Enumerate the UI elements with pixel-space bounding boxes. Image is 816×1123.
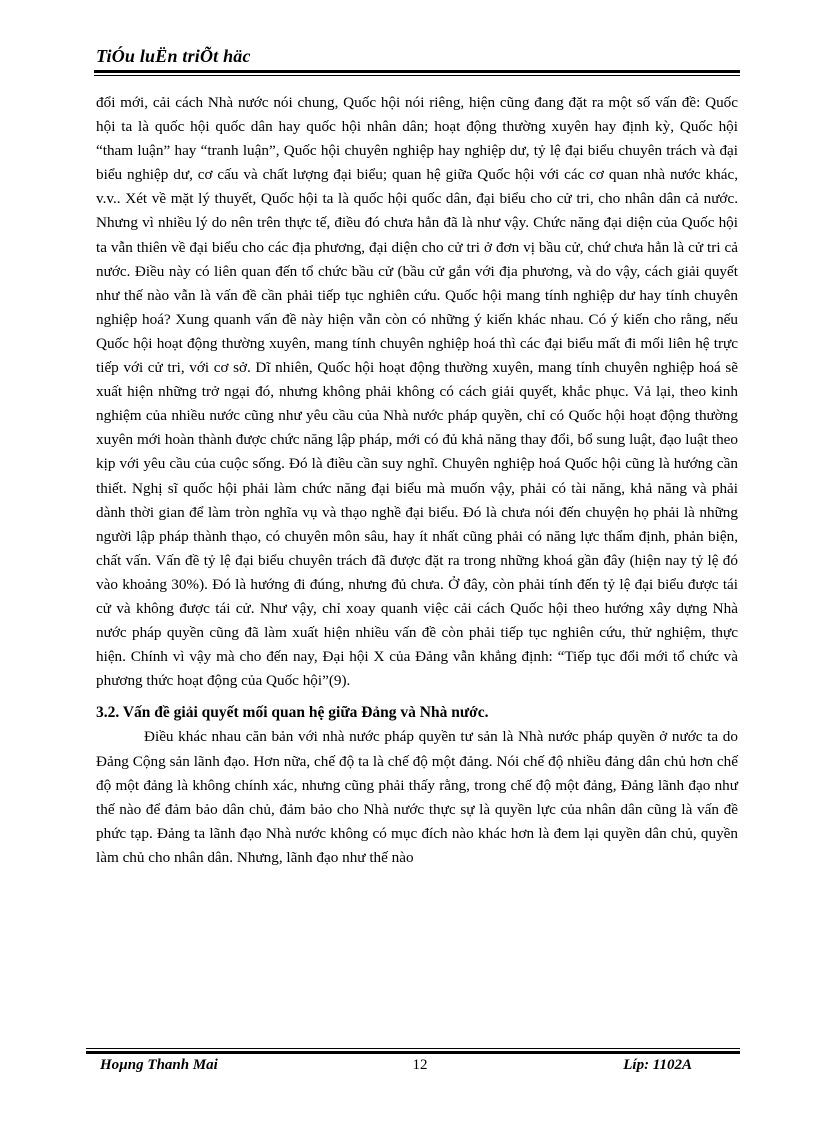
body-paragraph-2: Điều khác nhau căn bản với nhà nước pháp quyền tư sản là Nhà nước pháp quyền ở nước ta do Đảng Cộng sản lãnh đạo. Hơn nữa, chế độ ta là chế độ một đảng. Nói chế độ nhiều đảng dân chủ hơn chế độ một đảng là không chính xác, nhưng cũng phải thấy rằng, trong chế độ một đảng, Đảng lãnh đạo như thế nào để đảm bảo dân chủ, đảm bảo cho Nhà nước thực sự là quyền lực của nhân dân cũng là vấn đề phức tạp. Đảng ta lãnh đạo Nhà nước không có mục đích nào khác hơn là đem lại quyền dân chủ, quyền làm chủ cho nhân dân. Nhưng, lãnh đạo như thế nào	[96, 728, 738, 866]
footer-rule-thick	[86, 1051, 740, 1054]
page-header-title: TiÓu luËn triÕt häc	[96, 46, 251, 66]
body-paragraph-1: đổi mới, cải cách Nhà nước nói chung, Quốc hội nói riêng, hiện cũng đang đặt ra một số vấn đề: Quốc hội ta là quốc hội quốc dân hay quốc hội nhân dân; hoạt động thường xuyên hay định kỳ, Quốc hội “tham luận” hay “tranh luận”, Quốc hội chuyên nghiệp hay nghiệp dư, tỷ lệ đại biểu chuyên trách và đại biểu nghiệp dư, cơ cấu và chất lượng đại biểu; quan hệ giữa Quốc hội với các cơ quan nhà nước khác, v.v.. Xét về mặt lý thuyết, Quốc hội ta là quốc hội quốc dân, đại biểu cho cử tri, cho nhân dân cả nước. Nhưng vì nhiều lý do nên trên thực tế, điều đó chưa hẳn đã là như vậy. Chức năng đại diện của Quốc hội ta vẫn thiên về đại biểu cho các địa phương, đại diện cho cử tri ở đơn vị bầu cử, chứ chưa hẳn là cử tri cả nước. Điều này có liên quan đến tổ chức bầu cử (bầu cử gắn với địa phương, và do vậy, cách giải quyết như thế nào vẫn là vấn đề cần phải tiếp tục nghiên cứu. Quốc hội mang tính nghiệp dư hay tính chuyên nghiệp hoá? Xung quanh vấn đề này hiện vẫn còn có những ý kiến khác nhau. Có ý kiến cho rằng, nếu Quốc hội hoạt động thường xuyên, mang tính chuyên nghiệp hoá thì các đại biểu mất đi mối liên hệ trực tiếp với cử tri, với cơ sở. Dĩ nhiên, Quốc hội hoạt động thường xuyên, mang tính chuyên nghiệp hoá sẽ xuất hiện những trở ngại đó, nhưng không phải không có cách giải quyết, khắc phục. Vả lại, theo kinh nghiệm của nhiều nước cũng như yêu cầu của Nhà nước pháp quyền, chỉ có Quốc hội hoạt động thường xuyên mới hoàn thành được chức năng lập pháp, mới có đủ khả năng thay đổi, bổ sung luật, đạo luật theo kịp với yêu cầu của cuộc sống. Đó là điều cần suy nghĩ. Chuyên nghiệp hoá Quốc hội cũng là hướng cần thiết. Nghị sĩ quốc hội phải làm chức năng đại biểu mà muốn vậy, phải có tài năng, khả năng và phải dành thời gian để làm tròn nghĩa vụ và thạo nghề đại biểu. Đó là chưa nói đến chuyện họ phải là những người lập pháp thành thạo, có chuyên môn sâu, hay ít nhất cũng phải có năng lực thẩm định, phản biện, chất vấn. Vấn đề tỷ lệ đại biểu chuyên trách đã được đặt ra trong những khoá gần đây (hiện nay tỷ lệ đó vào khoảng 30%). Đó là hướng đi đúng, nhưng đủ chưa. Ở đây, còn phải tính đến tỷ lệ đại biểu được tái cử và không được tái cử. Như vậy, chỉ xoay quanh việc cải cách Quốc hội theo hướng xây dựng Nhà nước pháp quyền cũng đã làm xuất hiện nhiều vấn đề còn phải tiếp tục nghiên cứu, thử nghiệm, thực hiện. Chính vì vậy mà cho đến nay, Đại hội X của Đảng vẫn khẳng định: “Tiếp tục đổi mới tổ chức và phương thức hoạt động của Quốc hội”(9).	[96, 94, 738, 690]
header-rule-thick	[94, 70, 740, 73]
page-number: 12	[412, 1057, 428, 1073]
footer-author: Hoµng Thanh Mai	[100, 1057, 218, 1073]
header-rule-thin	[94, 75, 740, 76]
footer-rule-thin	[86, 1048, 740, 1049]
footer-class-label: Líp: 1102A	[623, 1057, 692, 1073]
document-body	[96, 91, 738, 870]
section-heading: 3.2. Vấn đề giải quyết mối quan hệ giữa Đảng và Nhà nước.	[96, 704, 489, 722]
